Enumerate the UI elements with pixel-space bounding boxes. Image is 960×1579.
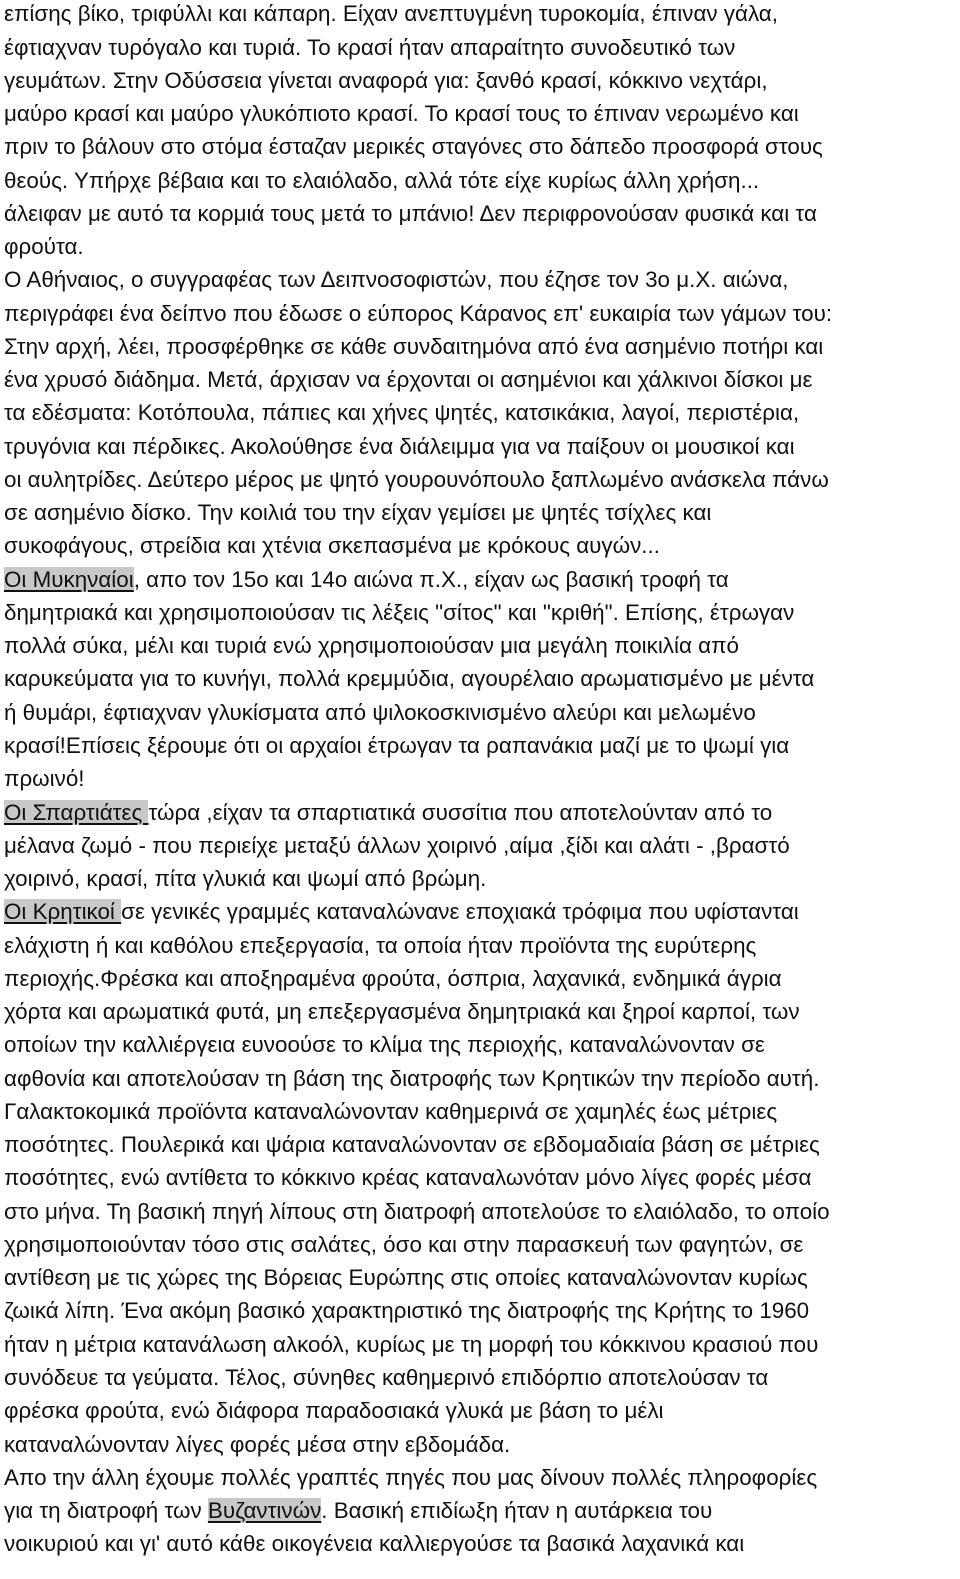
text-line: Οι Κρητικοί σε γενικές γραμμές καταναλώνανε εποχιακά τρόφιμα που υφίστανται (4, 899, 799, 924)
text-line: δημητριακά και χρησιμοποιούσαν τις λέξεις "σίτος" και "κριθή". Επίσης, έτρωγαν (4, 600, 795, 625)
text-line: περιγράφει ένα δείπνο που έδωσε ο εύπορος Κάρανος επ' ευκαιρία των γάμων του: (4, 301, 833, 326)
text-line: στο μήνα. Τη βασική πηγή λίπους στη διατροφή αποτελούσε το ελαιόλαδο, το οποίο (4, 1199, 830, 1224)
highlighted-term-mycenaeans: Οι Μυκηναίοι (4, 567, 134, 592)
text-line: σε ασημένιο δίσκο. Την κοιλιά του την είχαν γεμίσει με ψητές τσίχλες και (4, 500, 712, 525)
text-line: ή θυμάρι, έφτιαχναν γλυκίσματα από ψιλοκοσκινισμένο αλεύρι και μελωμένο (4, 700, 756, 725)
text-line: έφτιαχναν τυρόγαλο και τυριά. Το κρασί ήταν απαραίτητο συνοδευτικό των (4, 35, 736, 60)
text-line: καρυκεύματα για το κυνήγι, πολλά κρεμμύδια, αγουρέλαιο αρωματισμένο με μέντα (4, 666, 815, 691)
text-line: ήταν η μέτρια κατανάλωση αλκοόλ, κυρίως με τη μορφή του κόκκινου κρασιού που (4, 1332, 819, 1357)
text-line: αντίθεση με τις χώρες της Βόρειας Ευρώπης στις οποίες καταναλώνονταν κυρίως (4, 1265, 808, 1290)
text-line: θεούς. Υπήρχε βέβαια και το ελαιόλαδο, αλλά τότε είχε κυρίως άλλη χρήση... (4, 168, 760, 193)
highlighted-term-byzantines: Βυζαντινών (207, 1498, 322, 1523)
text-line: μαύρο κρασί και μαύρο γλυκόπιοτο κρασί. Το κρασί τους το έπιναν νερωμένο και (4, 101, 799, 126)
text-line: συκοφάγους, στρείδια και χτένια σκεπασμένα με κρόκους αυγών... (4, 533, 660, 558)
text-line: συνόδευε τα γεύματα. Τέλος, σύνηθες καθημερινό επιδόρπιο αποτελούσαν τα (4, 1365, 769, 1390)
text-line: ποσότητες. Πουλερικά και ψάρια καταναλώνονταν σε εβδομαδιαία βάση σε μέτριες (4, 1132, 820, 1157)
text-line: Οι Μυκηναίοι, απο τον 15ο και 14ο αιώνα π.Χ., είχαν ως βασική τροφή τα (4, 567, 729, 592)
text-line: χοιρινό, κρασί, πίτα γλυκιά και ψωμί από βρώμη. (4, 866, 487, 891)
text-line: οποίων την καλλιέργεια ευνοούσε το κλίμα της περιοχής, καταναλώνονταν σε (4, 1032, 765, 1057)
text-line: Στην αρχή, λέει, προσφέρθηκε σε κάθε συνδαιτημόνα από ένα ασημένιο ποτήρι και (4, 334, 824, 359)
text-line: νοικυριού και γι' αυτό κάθε οικογένεια καλλιεργούσε τα βασικά λαχανικά και (4, 1531, 745, 1556)
text-line: γευμάτων. Στην Οδύσσεια γίνεται αναφορά για: ξανθό κρασί, κόκκινο νεχτάρι, (4, 68, 768, 93)
text-line: πριν το βάλουν στο στόμα έσταζαν μερικές σταγόνες στο δάπεδο προσφορά στους (4, 134, 823, 159)
text-line: τρυγόνια και πέρδικες. Ακολούθησε ένα διάλειμμα για να παίξουν οι μουσικοί και (4, 434, 795, 459)
text-line: φρέσκα φρούτα, ενώ διάφορα παραδοσιακά γλυκά με βάση το μέλι (4, 1398, 664, 1423)
text-line: αφθονία και αποτελούσαν τη βάση της διατροφής των Κρητικών την περίοδο αυτή. (4, 1066, 820, 1091)
text-line: για τη διατροφή των Βυζαντινών. Βασική επιδίωξη ήταν η αυτάρκεια του (4, 1498, 713, 1523)
text-line: πολλά σύκα, μέλι και τυριά ενώ χρησιμοποιούσαν μια μεγάλη ποικιλία από (4, 633, 739, 658)
text-line: ένα χρυσό διάδημα. Μετά, άρχισαν να έρχονται οι ασημένιοι και χάλκινοι δίσκοι με (4, 367, 813, 392)
text-line: χρησιμοποιούνταν τόσο στις σαλάτες, όσο και στην παρασκευή των φαγητών, σε (4, 1232, 804, 1257)
text-line: φρούτα. (4, 234, 84, 259)
text-line: κρασί!Επίσεις ξέρουμε ότι οι αρχαίοι έτρωγαν τα ραπανάκια μαζί με το ψωμί για (4, 733, 790, 758)
text-line: επίσης βίκο, τριφύλλι και κάπαρη. Είχαν ανεπτυγμένη τυροκομία, έπιναν γάλα, (4, 1, 778, 26)
text-line: ποσότητες, ενώ αντίθετα το κόκκινο κρέας καταναλωνόταν μόνο λίγες φορές μέσα (4, 1165, 812, 1190)
text-line: τα εδέσματα: Κοτόπουλα, πάπιες και χήνες ψητές, κατσικάκια, λαγοί, περιστέρια, (4, 400, 800, 425)
text-line: ζωικά λίπη. Ένα ακόμη βασικό χαρακτηριστικό της διατροφής της Κρήτης το 1960 (4, 1298, 810, 1323)
highlighted-term-cretans: Οι Κρητικοί (4, 899, 122, 924)
text-line: περιοχής.Φρέσκα και αποξηραμένα φρούτα, όσπρια, λαχανικά, ενδημικά άγρια (4, 966, 782, 991)
text-line: Γαλακτοκομικά προϊόντα καταναλώνονταν καθημερινά σε χαμηλές έως μέτριες (4, 1099, 778, 1124)
text-line: οι αυλητρίδες. Δεύτερο μέρος με ψητό γουρουνόπουλο ξαπλωμένο ανάσκελα πάνω (4, 467, 829, 492)
text-line: ελάχιστη ή και καθόλου επεξεργασία, τα οποία ήταν προϊόντα της ευρύτερης (4, 933, 757, 958)
text-line: καταναλώνονταν λίγες φορές μέσα στην εβδομάδα. (4, 1432, 511, 1457)
text-line: πρωινό! (4, 766, 85, 791)
text-line: χόρτα και αρωματικά φυτά, μη επεξεργασμένα δημητριακά και ξηροί καρποί, των (4, 999, 800, 1024)
highlighted-term-spartans: Οι Σπαρτιάτες (4, 800, 149, 825)
text-line: Απο την άλλη έχουμε πολλές γραπτές πηγές που μας δίνουν πολλές πληροφορίες (4, 1465, 818, 1490)
text-line: μέλανα ζωμό - που περιείχε μεταξύ άλλων χοιρινό ,αίμα ,ξίδι και αλάτι - ,βραστό (4, 833, 790, 858)
text-line: άλειφαν με αυτό τα κορμιά τους μετά το μπάνιο! Δεν περιφρονούσαν φυσικά και τα (4, 201, 817, 226)
text-line: Ο Αθήναιος, ο συγγραφέας των Δειπνοσοφιστών, που έζησε τον 3ο μ.Χ. αιώνα, (4, 267, 789, 292)
text-line: Οι Σπαρτιάτες τώρα ,είχαν τα σπαρτιατικά συσσίτια που αποτελούνταν από το (4, 800, 773, 825)
